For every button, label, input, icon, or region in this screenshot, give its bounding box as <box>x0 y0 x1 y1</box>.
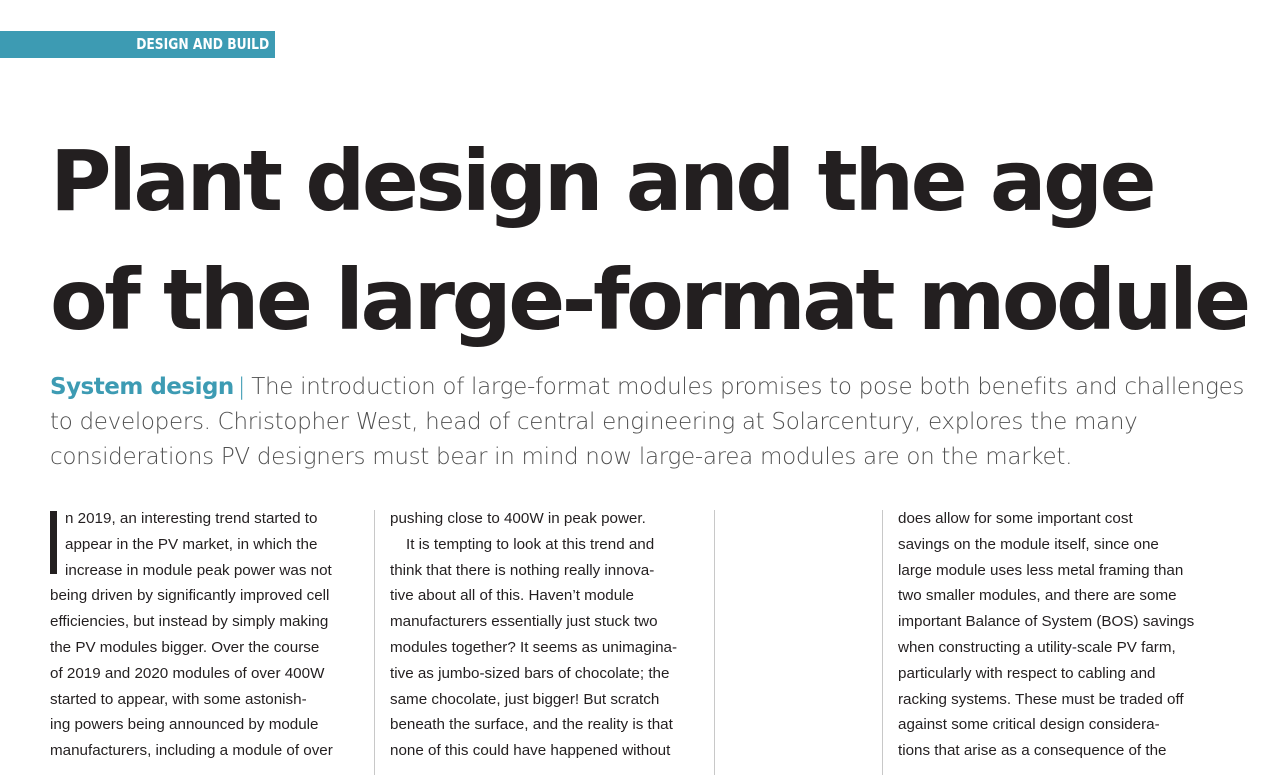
standfirst-text: The introduction of large-format modules promises to pose both benefits and challenges to developers. Christopher West, head of central engineering at Solarcentury, explores the many considerations PV designers must bear in mind now large-area modules are on the market. <box>50 374 1245 470</box>
body-line: started to appear, with some astonish- <box>50 690 307 708</box>
body-column-2 <box>390 506 695 764</box>
body-line: none of this could have happened without <box>390 742 671 760</box>
body-line: tions that arise as a consequence of the <box>898 742 1167 760</box>
drop-cap-i <box>50 511 57 574</box>
body-line: when constructing a utility-scale PV farm, <box>898 638 1176 656</box>
body-line: ing powers being announced by module <box>50 716 319 734</box>
body-line: being driven by significantly improved cell <box>50 587 330 605</box>
column-divider <box>714 510 715 775</box>
body-line: increase in module peak power was not <box>65 561 332 579</box>
standfirst-kicker: System design <box>50 374 234 400</box>
column-divider <box>374 510 375 775</box>
body-line: large module uses less metal framing than <box>898 561 1184 579</box>
body-line: modules together? It seems as unimagina- <box>390 638 678 656</box>
body-line: think that there is nothing really innova- <box>390 561 655 579</box>
body-line: n 2019, an interesting trend started to <box>65 510 318 527</box>
body-line: efficiencies, but instead by simply making <box>50 613 329 631</box>
body-line: important Balance of System (BOS) savings <box>898 613 1195 631</box>
article-standfirst <box>50 370 1250 475</box>
body-line: It is tempting to look at this trend and <box>406 535 655 553</box>
body-line: two smaller modules, and there are some <box>898 587 1177 605</box>
body-line: tive about all of this. Haven’t module <box>390 587 634 605</box>
section-tag <box>0 31 275 58</box>
body-line: pushing close to 400W in peak power. <box>390 510 646 527</box>
article-headline: Plant design and the age of the large-format module <box>50 132 1248 349</box>
body-line: manufacturers, including a module of over <box>50 742 333 760</box>
body-line: does allow for some important cost <box>898 510 1133 527</box>
body-line: the PV modules bigger. Over the course <box>50 638 320 656</box>
dropcap-block <box>50 506 355 583</box>
body-column-1 <box>50 506 355 764</box>
body-line: against some critical design considera- <box>898 716 1160 734</box>
body-line: savings on the module itself, since one <box>898 535 1159 553</box>
body-line: racking systems. These must be traded off <box>898 690 1184 708</box>
body-line: tive as jumbo-sized bars of chocolate; the <box>390 664 670 682</box>
column-divider <box>882 510 883 775</box>
body-line: beneath the surface, and the reality is that <box>390 716 673 734</box>
body-line: particularly with respect to cabling and <box>898 664 1156 682</box>
body-line: appear in the PV market, in which the <box>65 535 318 553</box>
standfirst-separator: | <box>237 374 246 400</box>
section-tag-label: DESIGN AND BUILD <box>135 35 269 53</box>
body-line: manufacturers essentially just stuck two <box>390 613 658 631</box>
body-line: of 2019 and 2020 modules of over 400W <box>50 664 325 682</box>
body-line: same chocolate, just bigger! But scratch <box>390 690 660 708</box>
body-column-4 <box>898 506 1208 764</box>
